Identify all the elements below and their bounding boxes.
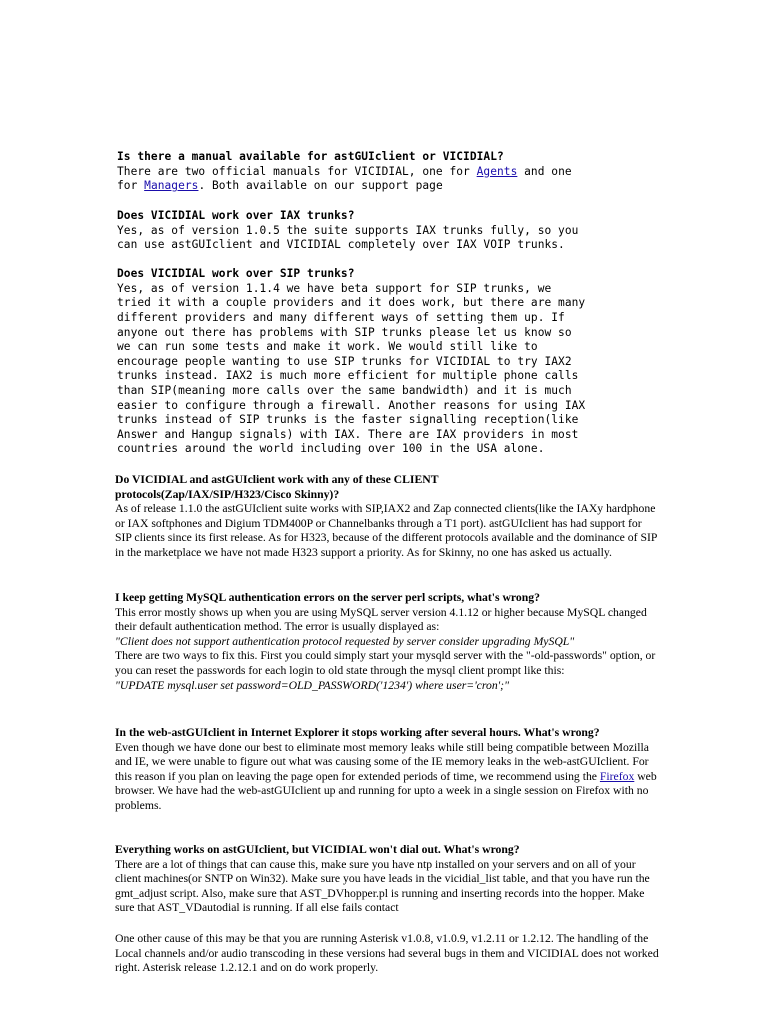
- faq-answer: Yes, as of version 1.1.4 we have beta support for SIP trunks, we tried it with a couple providers and it does work, but there are many different providers and many different ways of setting them up. If anyone out there has problems with SIP trunks please let us know so we can run some tests and make it work. We would still like to encourage people wanting to use SIP trunks for VICIDIAL to try IAX2 trunks instead. IAX2 is much more efficient for multiple phone calls than SIP(meaning more calls over the same bandwidth) and it is much easier to configure through a firewall. Another reasons for using IAX trunks instead of SIP trunks is the faster signalling reception(like Answer and Hangup signals) with IAX. There are IAX providers in most countries around the world including over 100 in the USA alone.: [117, 281, 586, 456]
- managers-manual-link[interactable]: Managers: [144, 179, 199, 193]
- faq-answer: Yes, as of version 1.0.5 the suite supports IAX trunks fully, so you can use astGUIclient and VICIDIAL completely over IAX VOIP trunks.: [117, 223, 579, 252]
- faq-answer: This error mostly shows up when you are using MySQL server version 4.1.12 or higher because MySQL changed their default authentication method. The error is usually displayed as:: [115, 605, 647, 634]
- faq-answer: As of release 1.1.0 the astGUIclient suite works with SIP,IAX2 and Zap connected clients(like the IAXy hardphone or IAX softphones and Digium TDM400P or Channelbanks through a T1 port). astGUIclient has had support for SIP clients since its first release. As for H323, because of the different protocols available and the dominance of SIP in the marketplace we have not made H323 support a priority. As for Skinny, no one has asked us actually.: [115, 502, 657, 559]
- faq-asterisk-versions: [115, 932, 660, 976]
- agents-manual-link[interactable]: Agents: [476, 164, 518, 178]
- faq-answer: [115, 741, 660, 814]
- faq-answer: One other cause of this may be that you are running Asterisk v1.0.8, v1.0.9, v1.2.11 or 1.2.12. The handling of the Local channels and/or audio transcoding in these versions had several bugs in them and VICIDIAL does not worked right. Asterisk release 1.2.12.1 and on do work properly.: [115, 932, 659, 975]
- faq-question: I keep getting MySQL authentication errors on the server perl scripts, what's wrong?: [115, 591, 540, 604]
- question-line: Do VICIDIAL and astGUIclient work with any of these CLIENT: [115, 473, 439, 486]
- faq-question: Is there a manual available for astGUIclient or VICIDIAL?: [117, 150, 504, 164]
- firefox-link[interactable]: Firefox: [599, 769, 635, 783]
- answer-text: . Both available on our support page: [198, 179, 443, 193]
- faq-client-protocols: [115, 473, 660, 561]
- answer-text: and one for: [117, 164, 572, 193]
- question-line: protocols(Zap/IAX/SIP/H323/Cisco Skinny)?: [115, 487, 340, 501]
- faq-ie-memory: [115, 726, 660, 814]
- error-quote: "Client does not support authentication protocol requested by server consider upgrading MySQL": [115, 634, 575, 648]
- faq-question: Everything works on astGUIclient, but VICIDIAL won't dial out. What's wrong?: [115, 843, 520, 856]
- faq-mysql-auth: [115, 591, 660, 693]
- faq-answer: There are a lot of things that can cause this, make sure you have ntp installed on your servers and on all of your client machines(or SNTP on Win32). Make sure you have leads in the vicidial_list table, and that you have run the gmt_adjust script. Also, make sure that AST_DVhopper.pl is running and inserting records into the hopper. Make sure that AST_VDautodial is running. If all else fails contact: [115, 857, 650, 915]
- faq-answer: There are two ways to fix this. First you could simply start your mysqld server with the "-old-passwords" option, or you can reset the passwords for each login to old state through the mysql client prompt like this:: [115, 649, 656, 677]
- faq-question: [115, 473, 660, 502]
- faq-wont-dial: [115, 843, 660, 916]
- faq-sip: [117, 238, 657, 486]
- faq-question: Does VICIDIAL work over IAX trunks?: [117, 209, 355, 223]
- faq-question: Does VICIDIAL work over SIP trunks?: [117, 267, 355, 281]
- answer-text: web browser. We have had the web-astGUIclient up and running for upto a week in a single session on Firefox with no problems.: [115, 769, 657, 812]
- answer-text: There are two official manuals for VICIDIAL, one for: [117, 164, 477, 178]
- command-quote: "UPDATE mysql.user set password=OLD_PASSWORD('1234') where user='cron';": [115, 678, 509, 692]
- answer-text: Even though we have done our best to eliminate most memory leaks while still being compatible between Mozilla and IE, we were unable to figure out what was causing some of the IE memory leaks in the web-astGUIclient. For this reason if you plan on leaving the page open for extended periods of time, we recommend using the: [115, 740, 649, 783]
- faq-question: In the web-astGUIclient in Internet Explorer it stops working after several hours. What's wrong?: [115, 726, 600, 739]
